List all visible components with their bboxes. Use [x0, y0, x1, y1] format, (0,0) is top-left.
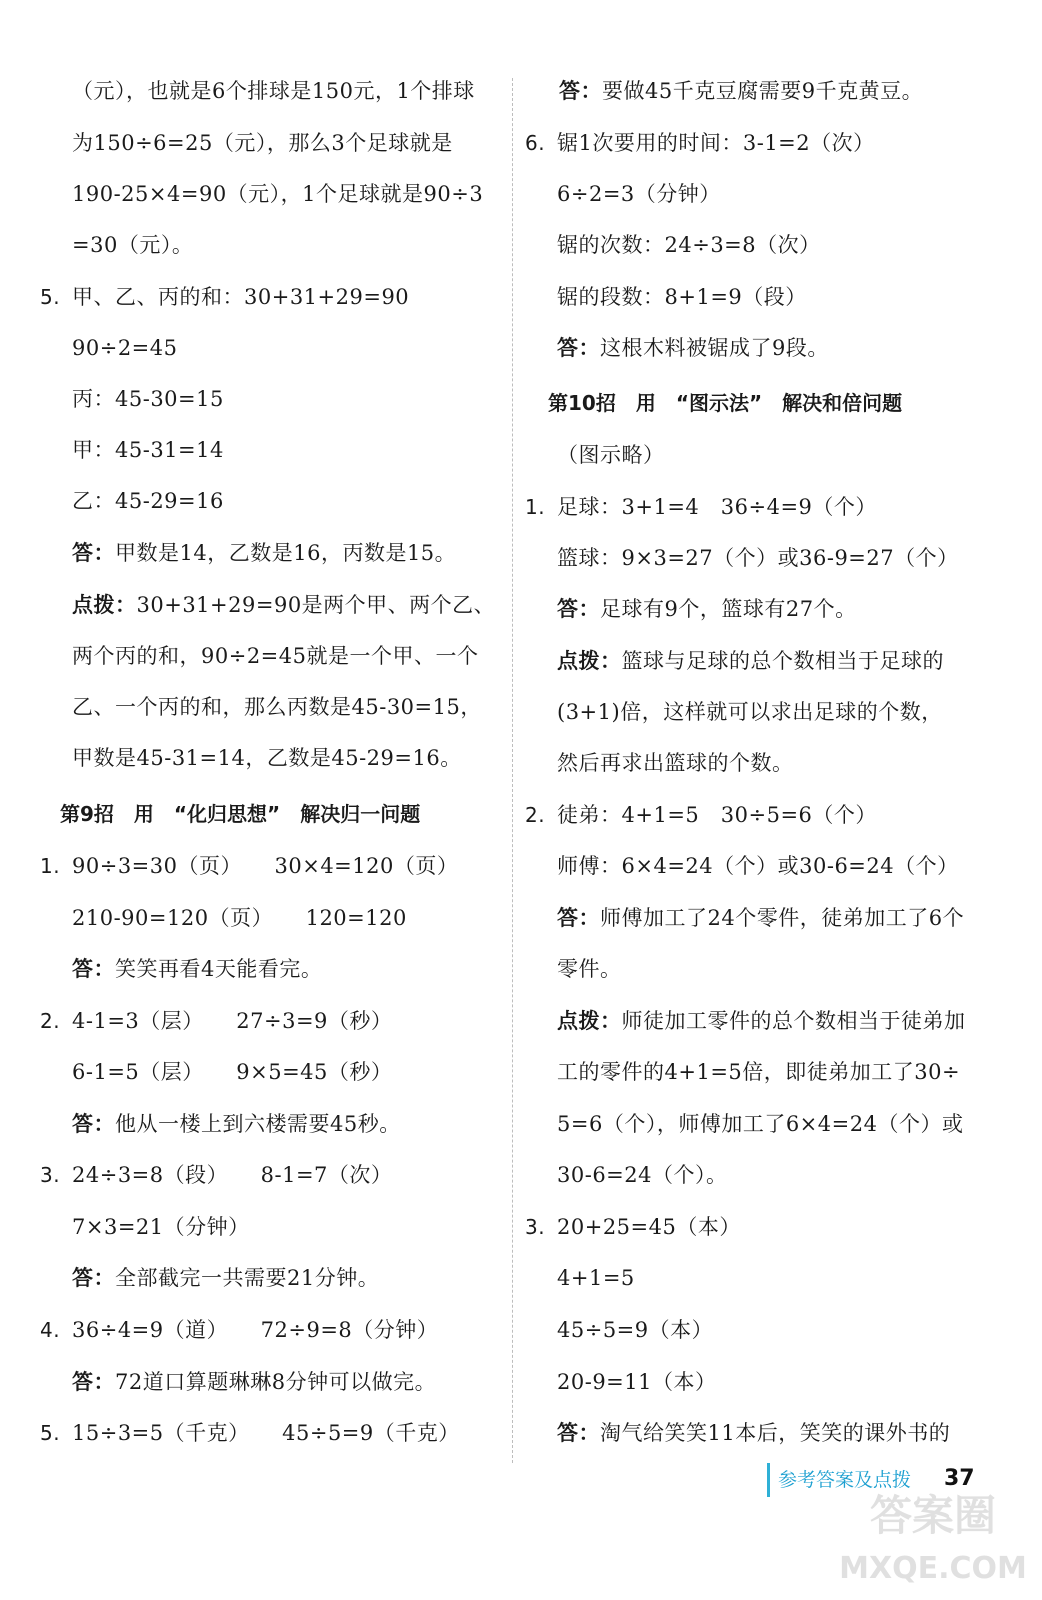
answer-line: [557, 903, 964, 933]
watermark-line1: 答案圈: [869, 1491, 997, 1540]
answer-text: 师傅加工了24个零件，徒弟加工了6个: [600, 906, 965, 930]
text-line: 4+1=5: [557, 1266, 635, 1290]
text-line: 甲、乙、丙的和：30+31+29=90: [72, 285, 410, 309]
text-line: 20-9=11（本）: [557, 1370, 717, 1394]
text-line: 零件。: [557, 957, 622, 981]
text-line: 190-25×4=90（元），1个足球就是90÷3: [72, 182, 484, 206]
question-number: 1.: [525, 495, 546, 519]
column-divider: [512, 78, 513, 1463]
answer-text: 笑笑再看4天能看完。: [115, 957, 323, 981]
answer-label: 答：: [72, 957, 115, 981]
text-line: 足球：3+1=4 36÷4=9（个）: [557, 495, 877, 519]
hint-line: [557, 646, 944, 676]
text-line: 乙、一个丙的和，那么丙数是45-30=15，: [72, 695, 482, 719]
answer-line: [72, 1263, 379, 1293]
answer-label: 答：: [72, 1266, 115, 1290]
text-line: 210-90=120（页） 120=120: [72, 906, 407, 930]
answer-text: 这根木料被锯成了9段。: [600, 336, 829, 360]
answer-line: [72, 538, 456, 568]
answer-line: [72, 954, 322, 984]
question-number: 6.: [525, 131, 546, 155]
question-number: 5.: [40, 285, 61, 309]
text-line: 篮球：9×3=27（个）或36-9=27（个）: [557, 546, 959, 570]
hint-label: 点拨：: [72, 593, 137, 617]
text-line: 为150÷6=25（元），那么3个足球就是: [72, 131, 453, 155]
answer-text: 要做45千克豆腐需要9千克黄豆。: [602, 79, 924, 103]
text-line: 两个丙的和，90÷2=45就是一个甲、一个: [72, 644, 479, 668]
answer-label: 答：: [72, 1112, 115, 1136]
text-line: （图示略）: [557, 443, 665, 467]
text-line: =30（元）。: [72, 233, 194, 257]
text-line: 徒弟：4+1=5 30÷5=6（个）: [557, 803, 877, 827]
hint-text: 师徒加工零件的总个数相当于徒弟加: [621, 1009, 966, 1033]
answer-label: 答：: [557, 906, 600, 930]
answer-line: [559, 76, 923, 106]
text-line: 90÷2=45: [72, 336, 178, 360]
text-line: (3+1)倍，这样就可以求出足球的个数，: [557, 700, 943, 724]
answer-label: 答：: [72, 541, 115, 565]
footer-title: 参考答案及点拨: [778, 1469, 912, 1491]
hint-line: [72, 590, 495, 620]
question-number: 3.: [40, 1163, 61, 1187]
text-line: 甲：45-31=14: [72, 438, 224, 462]
text-line: 工的零件的4+1=5倍，即徒弟加工了30÷: [557, 1060, 961, 1084]
question-number: 4.: [40, 1318, 61, 1342]
answer-label: 答：: [559, 79, 602, 103]
text-line: （元），也就是6个排球是150元，1个排球: [72, 79, 475, 103]
text-line: 6÷2=3（分钟）: [557, 182, 721, 206]
answer-text: 淘气给笑笑11本后，笑笑的课外书的: [600, 1421, 951, 1445]
answer-line: [557, 333, 829, 363]
answer-text: 足球有9个，篮球有27个。: [600, 597, 857, 621]
text-line: 锯的次数：24÷3=8（次）: [557, 233, 821, 257]
question-number: 1.: [40, 854, 61, 878]
question-number: 2.: [525, 803, 546, 827]
answer-line: [72, 1109, 401, 1139]
answer-label: 答：: [72, 1370, 115, 1394]
footer-accent-bar: [767, 1463, 770, 1497]
watermark-line2: MXQE.COM: [839, 1551, 1027, 1586]
text-line: 丙：45-30=15: [72, 387, 224, 411]
answer-label: 答：: [557, 1421, 600, 1445]
text-line: 锯的段数：8+1=9（段）: [557, 285, 807, 309]
answer-label: 答：: [557, 597, 600, 621]
text-line: 6-1=5（层） 9×5=45（秒）: [72, 1060, 393, 1084]
answer-text: 72道口算题琳琳8分钟可以做完。: [115, 1370, 437, 1394]
answer-line: [72, 1367, 436, 1397]
text-line: 7×3=21（分钟）: [72, 1215, 250, 1239]
section-heading: 第10招 用 “图示法” 解决和倍问题: [548, 391, 903, 415]
text-line: 36÷4=9（道） 72÷9=8（分钟）: [72, 1318, 439, 1342]
text-line: 30-6=24（个）。: [557, 1163, 728, 1187]
section-heading: 第9招 用 “化归思想” 解决归一问题: [60, 802, 421, 826]
answer-text: 甲数是14，乙数是16，丙数是15。: [115, 541, 457, 565]
answer-line: [557, 594, 857, 624]
text-line: 45÷5=9（本）: [557, 1318, 714, 1342]
hint-line: [557, 1006, 966, 1036]
answer-label: 答：: [557, 336, 600, 360]
answer-line: [557, 1418, 950, 1448]
text-line: 24÷3=8（段） 8-1=7（次）: [72, 1163, 393, 1187]
answer-text: 他从一楼上到六楼需要45秒。: [115, 1112, 401, 1136]
text-line: 4-1=3（层） 27÷3=9（秒）: [72, 1009, 393, 1033]
text-line: 15÷3=5（千克） 45÷5=9（千克）: [72, 1421, 460, 1445]
hint-label: 点拨：: [557, 649, 622, 673]
text-line: 5=6（个），师傅加工了6×4=24（个）或: [557, 1112, 964, 1136]
hint-label: 点拨：: [557, 1009, 622, 1033]
hint-text: 篮球与足球的总个数相当于足球的: [621, 649, 944, 673]
text-line: 师傅：6×4=24（个）或30-6=24（个）: [557, 854, 959, 878]
text-line: 90÷3=30（页） 30×4=120（页）: [72, 854, 459, 878]
watermark-logo: [838, 1478, 1028, 1588]
text-line: 甲数是45-31=14，乙数是45-29=16。: [72, 746, 462, 770]
question-number: 2.: [40, 1009, 61, 1033]
page-number: 37: [944, 1466, 975, 1491]
text-line: 乙：45-29=16: [72, 489, 224, 513]
question-number: 5.: [40, 1421, 61, 1445]
answer-text: 全部截完一共需要21分钟。: [115, 1266, 380, 1290]
text-line: 20+25=45（本）: [557, 1215, 741, 1239]
hint-text: 30+31+29=90是两个甲、两个乙、: [136, 593, 496, 617]
question-number: 3.: [525, 1215, 546, 1239]
text-line: 然后再求出篮球的个数。: [557, 751, 794, 775]
text-line: 锯1次要用的时间：3-1=2（次）: [557, 131, 875, 155]
